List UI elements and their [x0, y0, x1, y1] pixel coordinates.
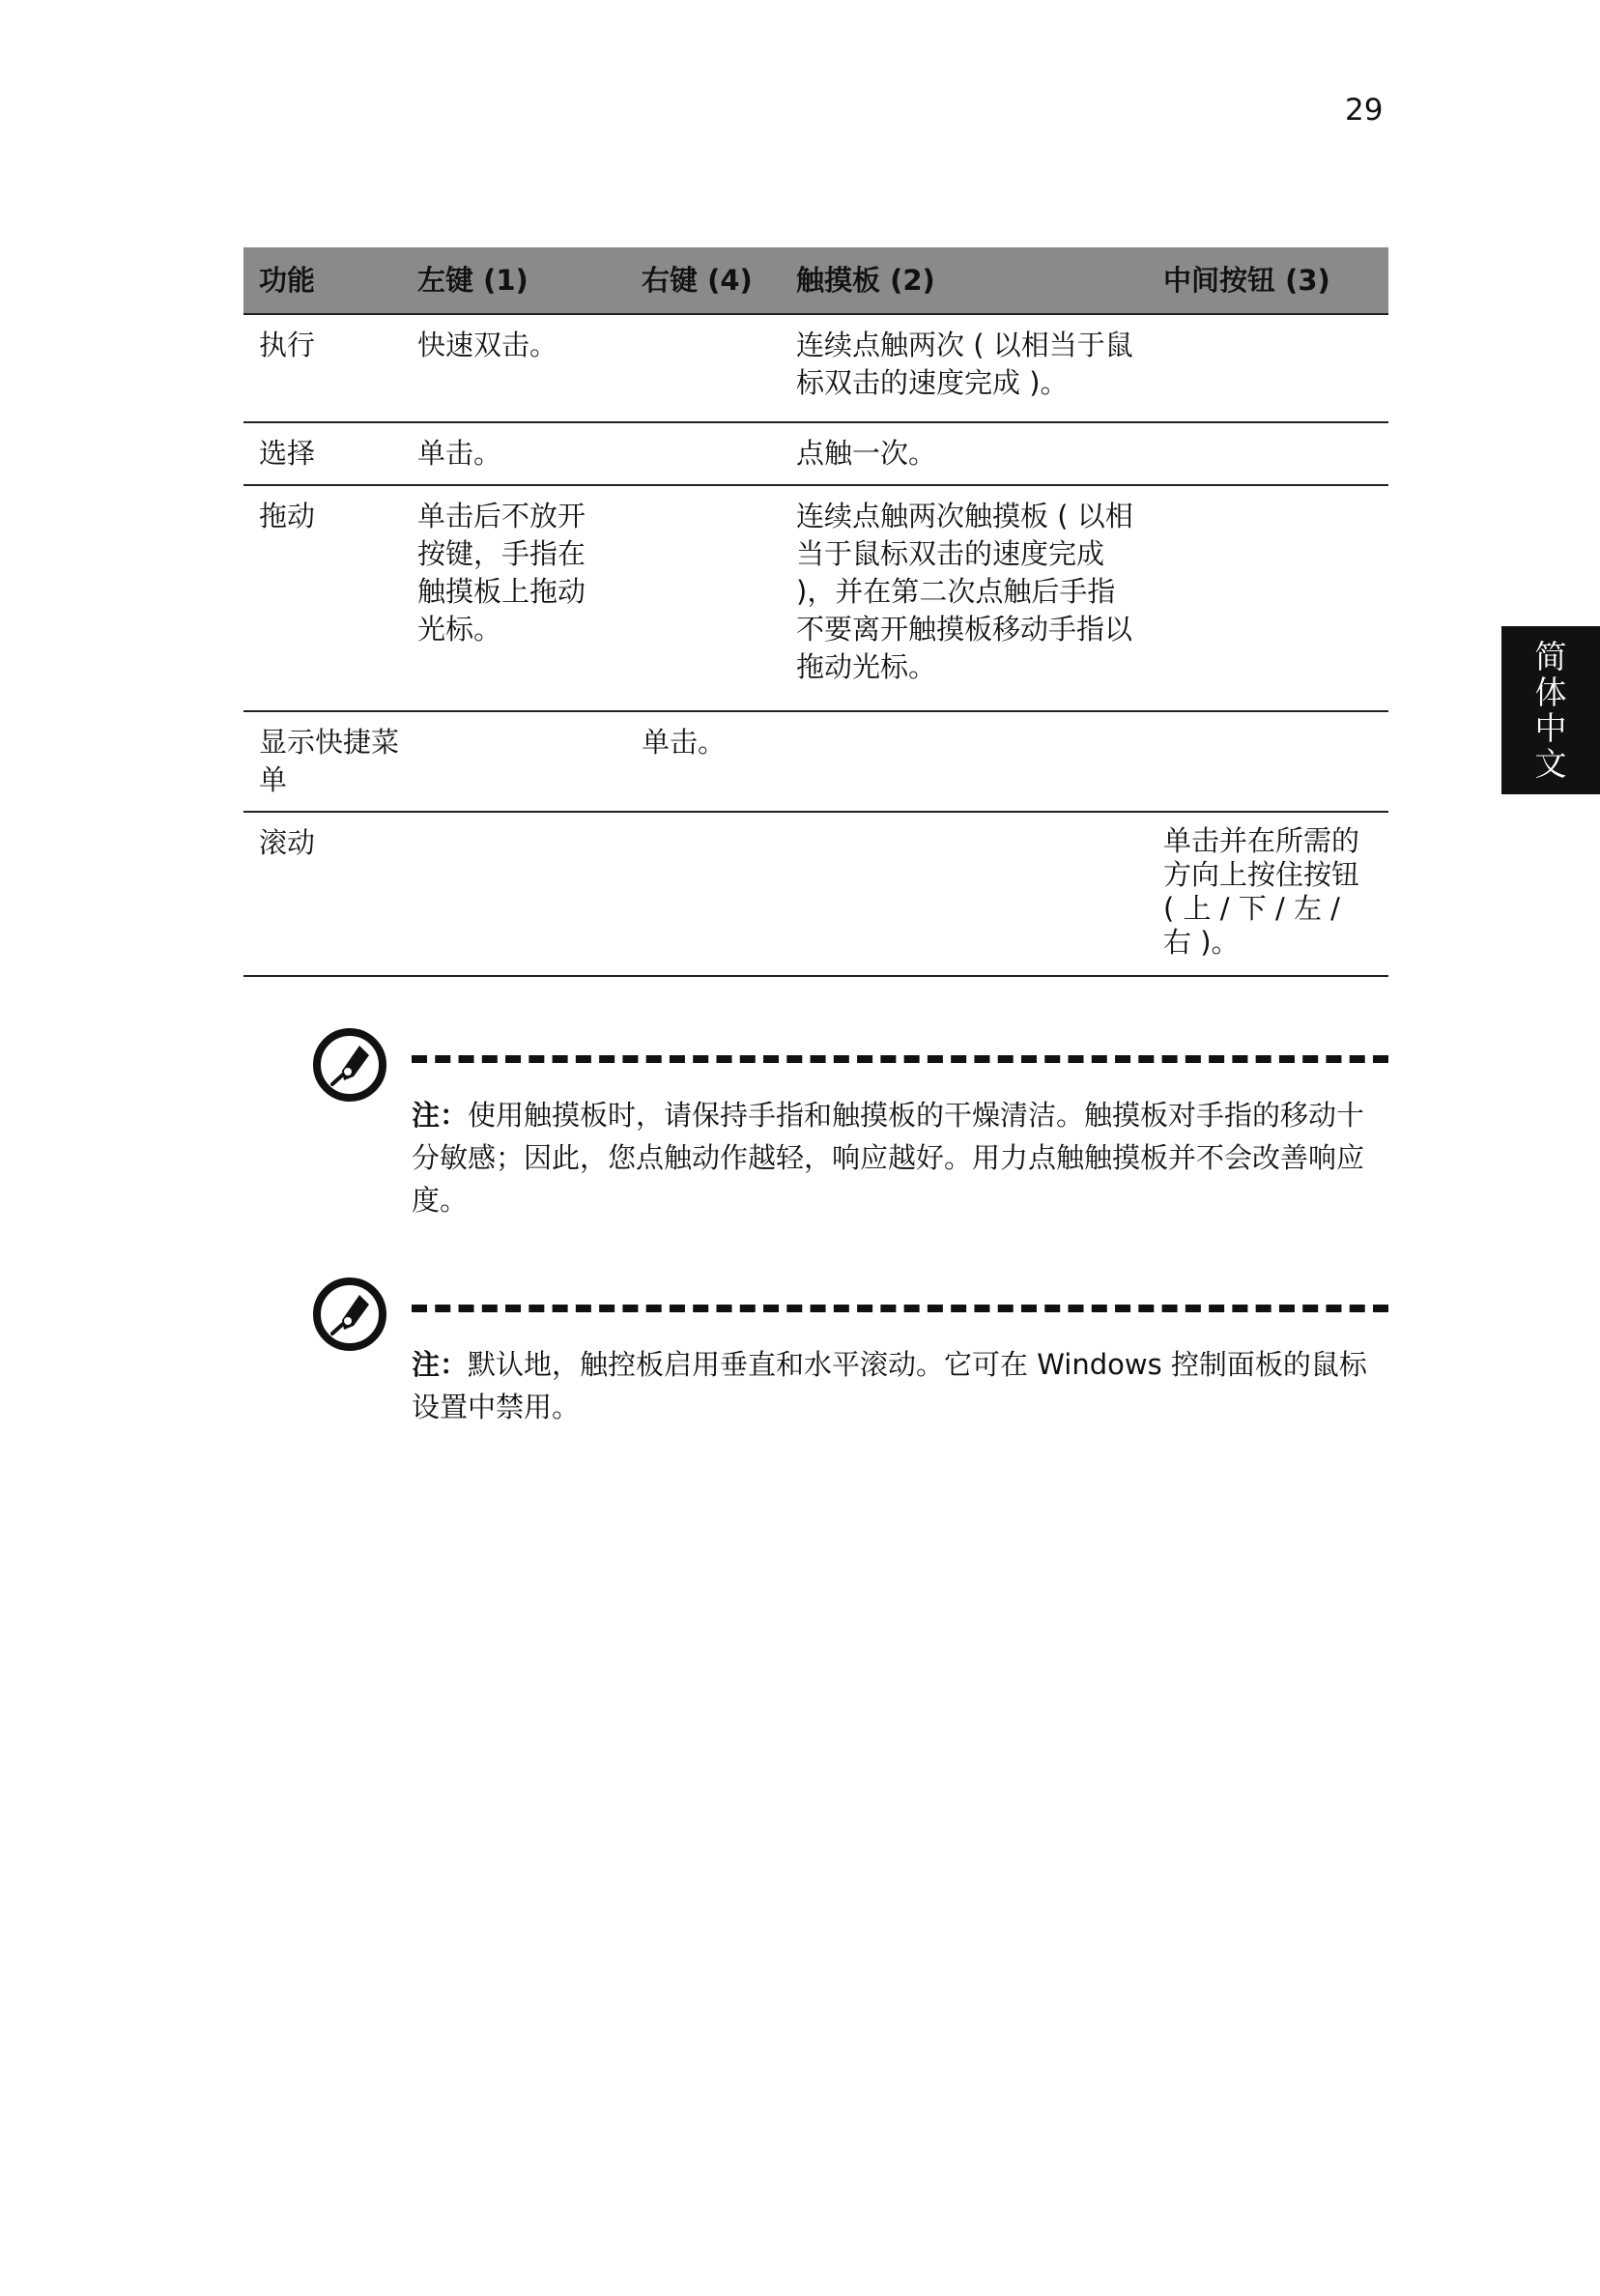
table-cell — [781, 812, 1148, 976]
header-left-button: 左键 (1) — [402, 247, 626, 314]
table-cell — [781, 711, 1148, 812]
table-row — [243, 812, 1388, 976]
table-cell — [1148, 711, 1388, 812]
note-label: 注： — [412, 1099, 469, 1132]
page-number: 29 — [1345, 93, 1384, 128]
header-function: 功能 — [243, 247, 402, 314]
language-tab-char: 中 — [1534, 709, 1567, 747]
note-label: 注： — [412, 1348, 469, 1381]
table-cell: 滚动 — [243, 812, 402, 976]
language-tab — [1501, 626, 1600, 794]
table-cell: 执行 — [243, 314, 402, 422]
table-cell: 显示快捷菜单 — [243, 711, 402, 812]
table-cell — [626, 422, 781, 485]
table-cell — [626, 812, 781, 976]
pen-nib-icon — [311, 1276, 388, 1353]
language-tab-char: 体 — [1534, 674, 1567, 711]
table-row — [243, 711, 1388, 812]
table-cell: 连续点触两次 ( 以相当于鼠标双击的速度完成 )。 — [781, 314, 1148, 422]
table-cell: 点触一次。 — [781, 422, 1148, 485]
table-cell: 单击。 — [402, 422, 626, 485]
table-row — [243, 314, 1388, 422]
header-touchpad: 触摸板 (2) — [781, 247, 1148, 314]
pen-nib-icon — [311, 1026, 388, 1104]
table-cell — [1148, 422, 1388, 485]
table-cell: 单击。 — [626, 711, 781, 812]
table-cell — [402, 711, 626, 812]
table-header-row — [243, 247, 1388, 314]
table-cell — [626, 485, 781, 711]
note-body: 使用触摸板时，请保持手指和触摸板的干燥清洁。触摸板对手指的移动十分敏感；因此，您点触动作越轻，响应越好。用力点触触摸板并不会改善响应度。 — [412, 1099, 1365, 1217]
table-row — [243, 485, 1388, 711]
table-row — [243, 422, 1388, 485]
table-cell: 连续点触两次触摸板 ( 以相当于鼠标双击的速度完成 )，并在第二次点触后手指不要离开触摸板移动手指以拖动光标。 — [781, 485, 1148, 711]
table-cell: 快速双击。 — [402, 314, 626, 422]
note-text — [412, 1094, 1387, 1221]
touchpad-function-table — [243, 247, 1388, 977]
header-right-button: 右键 (4) — [626, 247, 781, 314]
table-cell — [626, 314, 781, 422]
table-cell — [1148, 314, 1388, 422]
table-cell — [402, 812, 626, 976]
table-cell: 单击并在所需的方向上按住按钮 ( 上 / 下 / 左 / 右 )。 — [1148, 812, 1388, 976]
language-tab-char: 文 — [1534, 745, 1567, 783]
table-cell: 选择 — [243, 422, 402, 485]
table-cell: 单击后不放开按键，手指在触摸板上拖动光标。 — [402, 485, 626, 711]
dashed-divider — [412, 1055, 1388, 1063]
language-tab-char: 简 — [1534, 638, 1567, 675]
table-cell: 拖动 — [243, 485, 402, 711]
dashed-divider — [412, 1305, 1388, 1312]
table-cell — [1148, 485, 1388, 711]
note-body: 默认地，触控板启用垂直和水平滚动。它可在 Windows 控制面板的鼠标设置中禁用。 — [412, 1348, 1367, 1423]
note-text — [412, 1343, 1387, 1428]
header-center-button: 中间按钮 (3) — [1148, 247, 1388, 314]
